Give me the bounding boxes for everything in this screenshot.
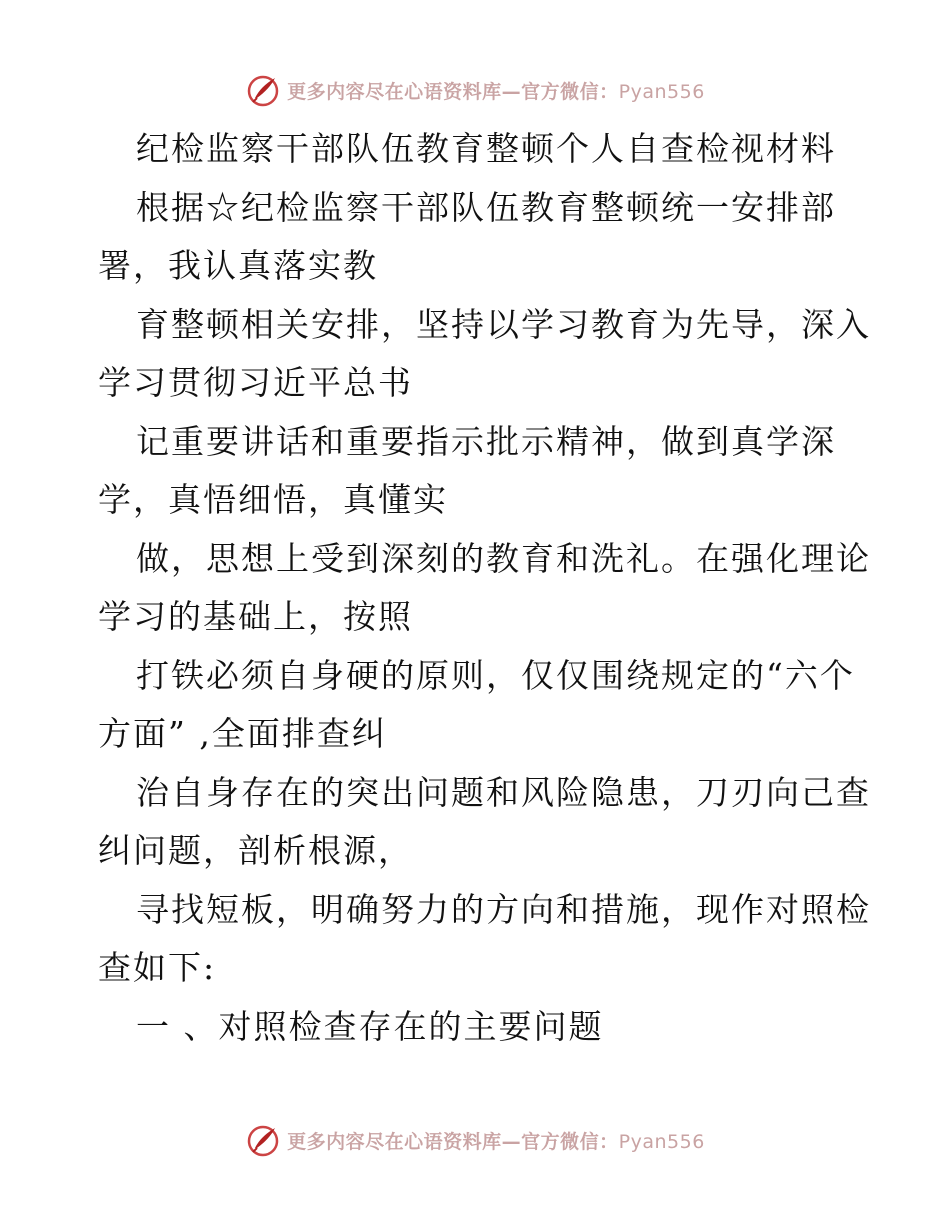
text-line: 打铁必须自身硬的原则，仅仅围绕规定的“六个 xyxy=(136,655,855,695)
text-line: 查如下: xyxy=(98,948,217,987)
text-line: 做，思想上受到深刻的教育和洗礼。在强化理论 xyxy=(136,538,871,578)
text-line: 署，我认真落实教 xyxy=(98,246,378,285)
footer-watermark xyxy=(0,1120,950,1160)
text-line: 寻找短板，明确努力的方向和措施，现作对照检 xyxy=(136,889,871,929)
document-title: 纪检监察干部队伍教育整顿个人自查检视材料 xyxy=(136,129,836,168)
watermark-text-cn: 更多内容尽在心语资料库—官方微信： xyxy=(287,1130,619,1153)
watermark-text xyxy=(287,77,705,104)
text-line: 学习的基础上，按照 xyxy=(98,597,413,636)
text-line: 记重要讲话和重要指示批示精神，做到真学深 xyxy=(136,421,836,461)
text-line: 治自身存在的突出问题和风险隐患，刀刃向己查 xyxy=(136,772,871,812)
text-line: 学习贯彻习近平总书 xyxy=(98,363,413,402)
watermark-text-en: Pyan556 xyxy=(618,80,705,103)
watermark-text-cn: 更多内容尽在心语资料库—官方微信： xyxy=(287,80,619,103)
text-line: 学，真悟细悟，真懂实 xyxy=(98,480,448,519)
header-watermark xyxy=(0,70,950,110)
text-line: 育整顿相关安排，坚持以学习教育为先导，深入 xyxy=(136,304,871,344)
quill-logo-icon xyxy=(245,1122,281,1158)
text-line: 根据☆纪检监察干部队伍教育整顿统一安排部 xyxy=(136,187,836,227)
text-line: 一 、对照检查存在的主要问题 xyxy=(136,1006,604,1046)
watermark-text xyxy=(287,1127,705,1154)
quill-logo-icon xyxy=(245,72,281,108)
text-line: 方面” ,全面排查纠 xyxy=(98,714,387,753)
watermark-text-en: Pyan556 xyxy=(618,1130,705,1153)
text-line: 纠问题，剖析根源， xyxy=(98,831,413,870)
document-body xyxy=(98,120,871,1056)
